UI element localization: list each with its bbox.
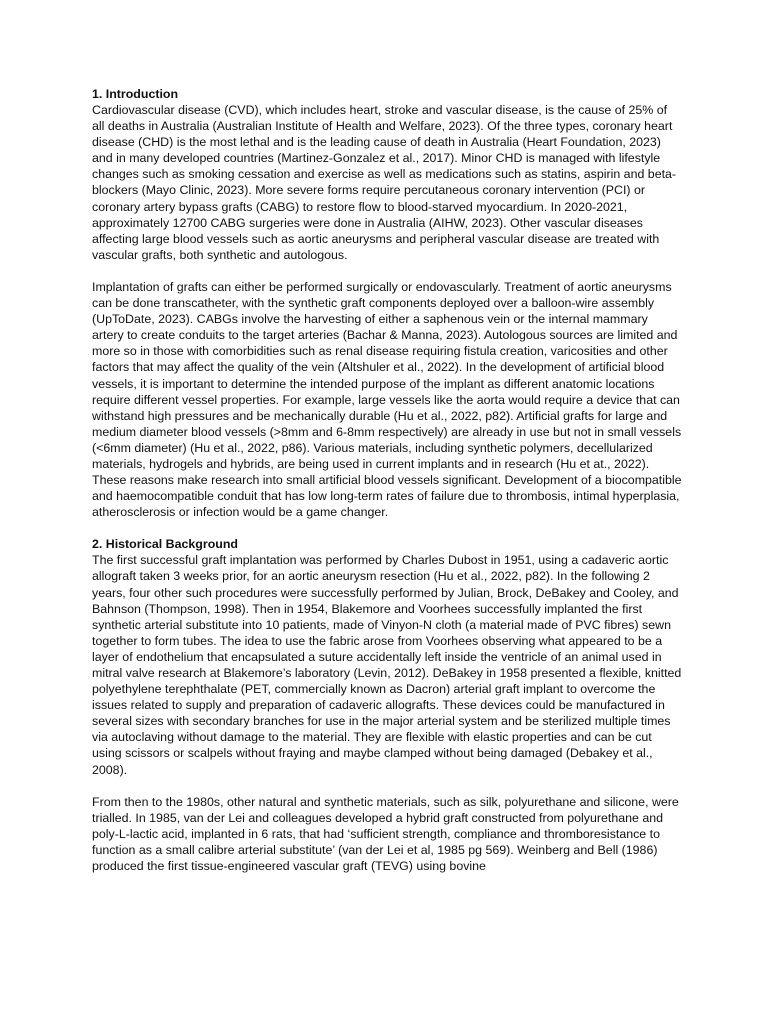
section-heading-historical-background: 2. Historical Background <box>92 537 238 552</box>
paragraph-gap <box>92 778 682 794</box>
historical-paragraph-2: From then to the 1980s, other natural and synthetic materials, such as silk, polyurethane and silicone, were trialled. In 1985, van der Lei and colleagues developed a hybrid graft constructed from polyurethane and poly-L-lactic acid, implanted in 6 rats, that had ‘sufficient strength, compliance and thromboresistance to function as a small calibre arterial substitute’ (van der Lei et al, 1985 pg 569). Weinberg and Bell (1986) produced the first tissue-engineered vascular graft (TEVG) using bovine <box>92 794 679 874</box>
historical-paragraph-1: The first successful graft implantation was performed by Charles Dubost in 1951, using a cadaveric aortic allograft taken 3 weeks prior, for an aortic aneurysm resection (Hu et al., 2022, p82). In the following 2 years, four other such procedures were successfully performed by Julian, Brock, DeBakey and Cooley, and Bahnson (Thompson, 1998). Then in 1954, Blakemore and Voorhees successfully implanted the first synthetic arterial substitute into 10 patients, made of Vinyon-N cloth (a material made of PVC fibres) sewn together to form tubes. The idea to use the fabric arose from Voorhees observing what appeared to be a layer of endothelium that encapsulated a suture accidentally left inside the ventricle of an animal used in mitral valve research at Blakemore’s laboratory (Levin, 2012). DeBakey in 1958 presented a flexible, knitted polyethylene terephthalate (PET, commercially known as Dacron) arterial graft implant to overcome the issues related to supply and preparation of cadaveric allografts. These devices could be manufactured in several sizes with secondary branches for use in the major arterial system and be sterilized multiple times via autoclaving without damage to the material. They are flexible with elastic properties and can be cut using scissors or scalpels without fraying and maybe clamped without being damaged (Debakey et al., 2008). <box>92 553 682 777</box>
paragraph-gap <box>92 520 682 536</box>
paragraph-gap <box>92 263 682 279</box>
document-page <box>92 86 682 874</box>
section-heading-introduction: 1. Introduction <box>92 87 179 101</box>
introduction-paragraph-1: Cardiovascular disease (CVD), which includes heart, stroke and vascular disease, is the cause of 25% of all deaths in Australia (Australian Institute of Health and Welfare, 2023). Of the three types, coronary heart disease (CHD) is the most lethal and is the leading cause of death in Australia (Heart Foundation, 2023) and in many developed countries (Martinez-Gonzalez et al., 2017). Minor CHD is managed with lifestyle changes such as smoking cessation and exercise as well as medications such as statins, aspirin and beta-blockers (Mayo Clinic, 2023). More severe forms require percutaneous coronary intervention (PCI) or coronary artery bypass grafts (CABG) to restore flow to blood-starved myocardium. In 2020-2021, approximately 12700 CABG surgeries were done in Australia (AIHW, 2023). Other vascular diseases affecting large blood vessels such as aortic aneurysms and peripheral vascular disease are treated with vascular grafts, both synthetic and autologous. <box>92 103 677 262</box>
introduction-paragraph-2: Implantation of grafts can either be performed surgically or endovascularly. Treatment of aortic aneurysms can be done transcatheter, with the synthetic graft components deployed over a balloon-wire assembly (UpToDate, 2023). CABGs involve the harvesting of either a saphenous vein or the internal mammary artery to create conduits to the target arteries (Bachar & Manna, 2023). Autologous sources are limited and more so in those with comorbidities such as renal disease requiring fistula creation, varicosities and other factors that may affect the quality of the vein (Altshuler et al., 2022). In the development of artificial blood vessels, it is important to determine the intended purpose of the implant as different anatomic locations require different vessel properties. For example, large vessels like the aorta would require a device that can withstand high pressures and be mechanically durable (Hu et al., 2022, p82). Artificial grafts for large and medium diameter blood vessels (>8mm and 6-8mm respectively) are already in use but not in small vessels (<6mm diameter) (Hu et al., 2022, p86). Various materials, including synthetic polymers, decellularized materials, hydrogels and hybrids, are being used in current implants and in research (Hu et at., 2022). These reasons make research into small artificial blood vessels significant. Development of a biocompatible and haemocompatible conduit that has low long-term rates of failure due to thrombosis, intimal hyperplasia, atherosclerosis or infection would be a game changer. <box>92 279 682 520</box>
